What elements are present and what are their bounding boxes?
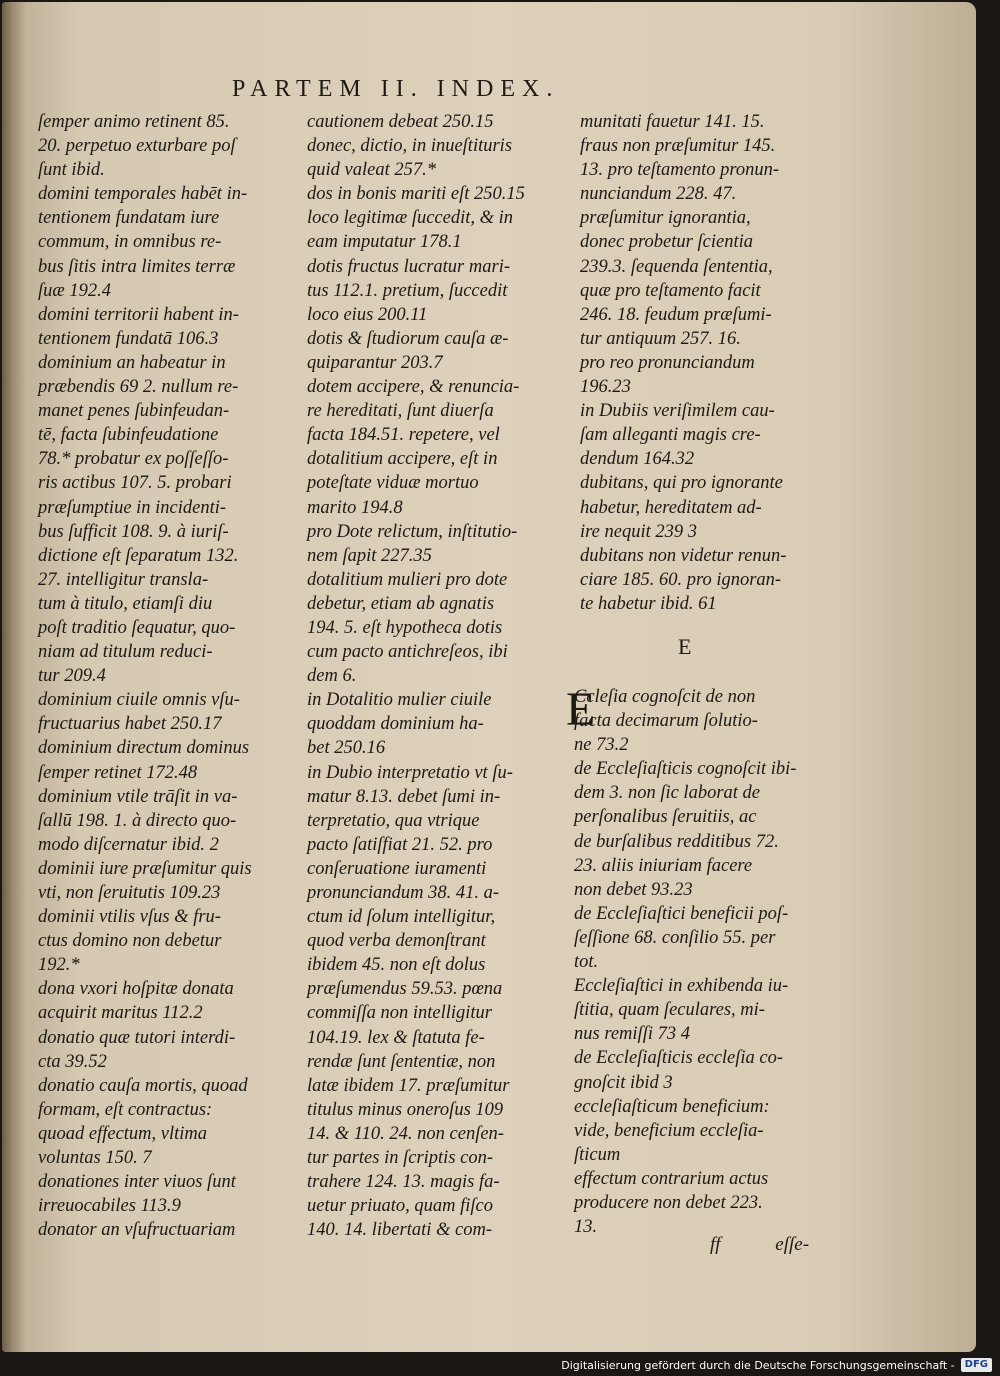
index-line: cta 39.52 [38,1051,107,1072]
index-line: ibidem 45. non eſt dolus [307,955,486,976]
index-line: matur 8.13. debet ſumi in- [307,786,501,807]
index-line: donec probetur ſcientia [580,232,753,253]
index-line: tentionem fundatā 106.3 [38,328,219,349]
index-line: pacto ſatiſfiat 21. 52. pro [307,834,493,855]
index-line: 23. aliis iniuriam facere [574,855,753,876]
index-line: cautionem debeat 250.15 [307,112,494,132]
index-line: pro reo pronunciandum [580,352,755,373]
index-line: ne 73.2 [574,735,629,756]
index-line: dictione eſt ſeparatum 132. [38,545,239,566]
index-line: domini temporales habēt in- [38,184,248,205]
index-line: tus 112.1. pretium, ſuccedit [307,280,508,301]
index-line: commum, in omnibus re- [38,232,222,253]
index-line: dos in bonis mariti eſt 250.15 [307,184,525,205]
index-line: dona vxori hoſpitæ donata [38,979,234,1000]
index-line: dubitans non videtur renun- [580,545,787,566]
index-line: 246. 18. feudum præſumi- [580,304,772,325]
index-column-3 [580,110,820,616]
index-line: 104.19. lex & ſtatuta fe- [307,1027,485,1048]
index-line: 194. 5. eſt hypotheca dotis [307,617,503,638]
index-line: effectum contrarium actus [574,1168,769,1189]
index-line: 140. 14. libertati & com- [307,1220,492,1241]
index-line: bus ſufficit 108. 9. à iuriſ- [38,521,229,542]
index-line: dotis & ſtudiorum cauſa æ- [307,328,509,349]
index-line: niam ad titulum reduci- [38,642,213,663]
index-line: formam, eſt contractus: [38,1099,213,1120]
index-line: in Dubiis veriſimilem cau- [580,401,775,422]
index-line: manet penes ſubinfeudan- [38,401,230,422]
index-line: terpretatio, qua vtrique [307,810,480,831]
index-line: 192.* [38,955,80,976]
index-line: dominium directum dominus [38,738,250,759]
index-line: dominium ciuile omnis vſu- [38,690,240,711]
index-line: fructuarius habet 250.17 [38,714,222,735]
index-line: ſemper animo retinent 85. [38,112,230,132]
index-line: tur 209.4 [38,666,106,687]
index-line: nem ſapit 227.35 [307,545,432,566]
index-line: fraus non præſumitur 145. [580,136,776,157]
index-line: marito 194.8 [307,497,403,518]
index-line: eam imputatur 178.1 [307,232,462,253]
index-line: loco legitimæ ſuccedit, & in [307,208,514,229]
index-column-3-section-e [574,685,824,1239]
index-line: dendum 164.32 [580,449,695,470]
index-line: conſeruatione iuramenti [307,858,487,879]
index-line: perſonalibus ſeruitiis, ac [574,807,757,828]
index-line: non debet 93.23 [574,879,693,900]
index-line: facta 184.51. repetere, vel [307,425,500,446]
index-line: modo diſcernatur ibid. 2 [38,834,219,855]
index-line: præbendis 69 2. nullum re- [38,377,239,398]
index-line: donationes inter viuos ſunt [38,1172,236,1193]
index-line: ire nequit 239 3 [580,521,697,542]
index-line: dominium vtile trāſit in va- [38,786,238,807]
index-line: dotalitium accipere, eſt in [307,449,498,470]
index-line: poteſtate viduæ mortuo [307,473,479,494]
index-line: donatio cauſa mortis, quoad [38,1075,248,1096]
index-line: Eccleſiaſtici in exhibenda iu- [574,976,789,997]
index-line: irreuocabiles 113.9 [38,1196,181,1217]
index-line: dotis fructus lucratur mari- [307,256,510,277]
index-line: voluntas 150. 7 [38,1148,152,1169]
index-line: cum pacto antichreſeos, ibi [307,642,508,663]
drop-capital: E [566,683,596,736]
index-line: præſumitur ignorantia, [580,208,751,229]
index-line: tot. [574,952,599,973]
index-line: titulus minus oneroſus 109 [307,1099,504,1120]
index-line: bet 250.16 [307,738,386,759]
index-line: tur partes in ſcriptis con- [307,1148,494,1169]
index-line: quoad effectum, vltima [38,1123,208,1144]
index-line: de Eccleſiaſticis eccleſia co- [574,1048,784,1069]
index-line: habetur, hereditatem ad- [580,497,762,518]
index-line: vide, beneficium eccleſia- [574,1120,764,1141]
index-line: ctum id ſolum intelligitur, [307,907,496,928]
index-column-2 [307,110,569,1242]
index-line: re hereditati, ſunt diuerſa [307,401,494,422]
index-line: quid valeat 257.* [307,160,436,181]
index-line: ciare 185. 60. pro ignoran- [580,569,782,590]
index-line: 13. [574,1217,598,1238]
index-line: ſuæ 192.4 [38,280,111,301]
index-line: donator an vſufructuariam [38,1220,236,1241]
index-line: nus remiſſi 73 4 [574,1024,690,1045]
index-line: producere non debet 223. [574,1192,763,1213]
index-line: tum à titulo, etiamſi diu [38,593,213,614]
index-line: bus ſitis intra limites terræ [38,256,236,277]
index-line: Ccleſia cognoſcit de non [574,687,756,707]
index-line: domini territorii habent in- [38,304,239,325]
index-line: vti, non ſeruitutis 109.23 [38,883,221,903]
index-line: de Eccleſiaſtici beneficii poſ- [574,903,789,924]
index-line: te habetur ibid. 61 [580,593,717,614]
index-line: 20. perpetuo exturbare poſ [38,136,236,157]
index-line: munitati fauetur 141. 15. [580,112,765,132]
index-line: præſumendus 59.53. pœna [307,979,503,1000]
index-line: debetur, etiam ab agnatis [307,593,495,614]
index-line: loco eius 200.11 [307,304,428,325]
index-line: ctus domino non debetur [38,931,222,952]
index-line: dubitans, qui pro ignorante [580,473,783,494]
index-line: 78.* probatur ex poſſeſſo- [38,449,229,470]
index-line: trahere 124. 13. magis fa- [307,1172,500,1193]
index-line: donec, dictio, in inueſtituris [307,136,513,157]
index-line: poſt traditio ſequatur, quo- [38,617,236,638]
index-line: nunciandum 228. 47. [580,184,737,205]
index-line: dotalitium mulieri pro dote [307,569,508,590]
index-line: pronunciandum 38. 41. a- [307,883,500,903]
index-line: donatio quæ tutori interdi- [38,1027,236,1048]
index-line: latæ ibidem 17. præſumitur [307,1075,510,1096]
index-line: ſtitia, quam ſeculares, mi- [574,1000,765,1021]
index-line: tentionem fundatam iure [38,208,220,229]
index-line: quiparantur 203.7 [307,352,443,373]
index-line: rendæ ſunt ſententiæ, non [307,1051,496,1072]
index-line: ſallū 198. 1. à directo quo- [38,810,237,831]
index-line: ſemper retinet 172.48 [38,762,198,783]
index-line: de burſalibus redditibus 72. [574,831,779,852]
catchword: ff eſſe- [710,1234,810,1255]
index-line: de Eccleſiaſticis cognoſcit ibi- [574,759,797,780]
book-page [2,2,976,1352]
digitization-credit [561,1358,992,1372]
index-line: tur antiquum 257. 16. [580,328,741,349]
index-line: eccleſiaſticum beneficium: [574,1096,770,1117]
index-line: facta decimarum ſolutio- [574,711,758,732]
index-line: 27. intelligitur transla- [38,569,209,590]
index-line: ſeſſione 68. conſilio 55. per [574,927,776,948]
index-line: ſticum [574,1144,621,1165]
index-line: dem 3. non ſic laborat de [574,783,761,804]
index-line: gnoſcit ibid 3 [574,1072,673,1093]
index-line: dem 6. [307,666,357,687]
credit-text: Digitalisierung gefördert durch die Deutsche Forschungsgemeinschaft - [561,1358,955,1372]
index-line: dotem accipere, & renuncia- [307,377,520,398]
index-line: 13. pro teſtamento pronun- [580,160,780,181]
index-line: in Dubio interpretatio vt ſu- [307,762,513,783]
index-line: acquirit maritus 112.2 [38,1003,203,1024]
index-line: quæ pro teſtamento facit [580,280,761,301]
index-line: præſumptiue in incidenti- [38,497,227,518]
index-column-1 [38,110,288,1242]
index-line: quod verba demonſtrant [307,931,486,952]
index-line: pro Dote relictum, inſtitutio- [307,521,518,542]
index-line: ris actibus 107. 5. probari [38,473,232,494]
index-line: dominii vtilis vſus & fru- [38,907,221,928]
index-line: quoddam dominium ha- [307,714,484,735]
index-line: commiſſa non intelligitur [307,1003,492,1024]
index-line: in Dotalitio mulier ciuile [307,690,492,711]
index-line: uetur priuato, quam fiſco [307,1196,494,1217]
section-letter-heading: E [678,634,692,659]
dfg-logo-icon[interactable]: DFG [961,1358,992,1372]
index-line: ſam alleganti magis cre- [580,425,761,446]
index-line: tē, facta ſubinfeudatione [38,425,219,446]
running-head: PARTEM II. INDEX. [232,76,560,102]
index-line: 14. & 110. 24. non cenſen- [307,1123,504,1144]
index-line: 239.3. ſequenda ſententia, [580,256,773,277]
index-line: dominium an habeatur in [38,352,226,373]
index-line: 196.23 [580,377,631,398]
index-line: ſunt ibid. [38,160,105,181]
index-line: dominii iure præſumitur quis [38,858,252,879]
